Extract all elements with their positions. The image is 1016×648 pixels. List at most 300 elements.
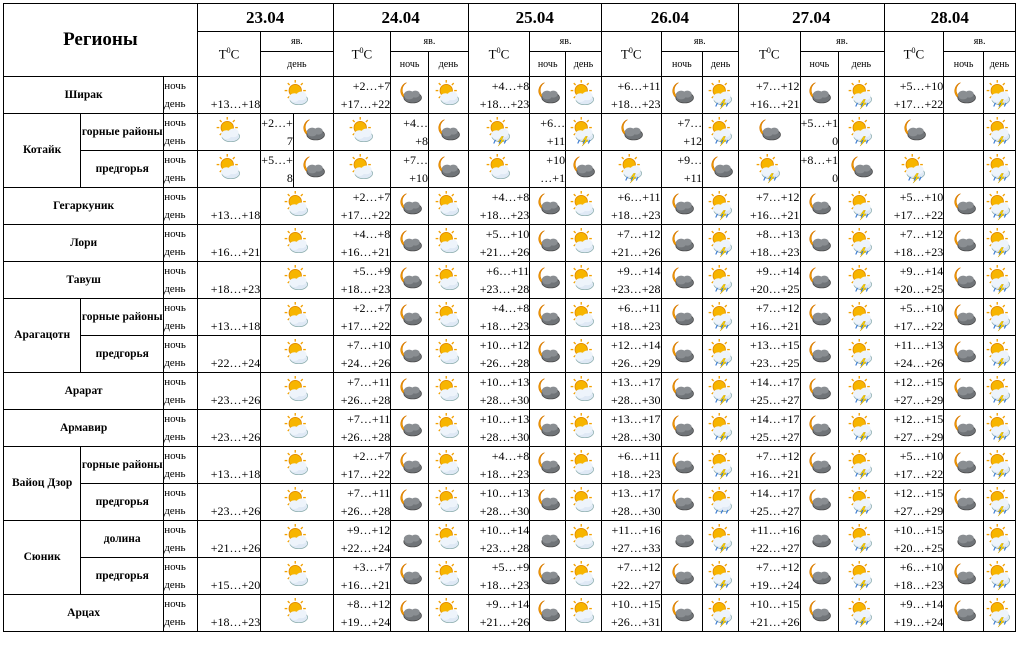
- weather-icon: [983, 595, 1015, 632]
- weather-icon: [391, 595, 429, 632]
- temperature-range: [738, 521, 800, 558]
- temp-line: +14…+17: [750, 486, 800, 500]
- weather-icon: [566, 595, 602, 632]
- storm-icon: [706, 228, 736, 258]
- moon-cloud-icon: [949, 376, 979, 406]
- weather-icon: [983, 225, 1015, 262]
- weather-icon: [429, 225, 469, 262]
- temp-line: +10…+15: [750, 597, 800, 611]
- temperature-range: [884, 225, 944, 262]
- sun-cloud-icon: [433, 598, 463, 628]
- day-header: день: [429, 52, 469, 77]
- phenomena-header: яв.: [261, 32, 333, 52]
- moon-cloud-icon: [804, 191, 834, 221]
- temperature-range: [601, 299, 661, 336]
- weather-icon: [661, 299, 703, 336]
- temp-line: +5…+9: [491, 560, 530, 574]
- night-header: ночь: [944, 52, 984, 77]
- temp-line: +21…+26: [210, 541, 261, 555]
- weather-icon: [261, 484, 333, 521]
- storm-icon: [984, 191, 1014, 221]
- temperature-range: [468, 262, 530, 299]
- moon-cloud-icon: [667, 265, 697, 295]
- weather-icon: [944, 77, 984, 114]
- temp-line: +28…+30: [479, 504, 530, 518]
- weather-icon: [703, 262, 739, 299]
- moon-cloud-icon: [667, 561, 697, 591]
- weather-icon: [703, 151, 739, 188]
- temperature-range: [333, 558, 391, 595]
- weather-icon: [530, 447, 566, 484]
- period-labels: [164, 558, 198, 595]
- subregion-name: горные районы: [81, 114, 164, 151]
- subregion-name: долина: [81, 521, 164, 558]
- weather-icon: [261, 336, 333, 373]
- temp-line: +13…+18: [210, 319, 261, 333]
- moon-cloud-icon: [667, 302, 697, 332]
- moon-cloud-icon: [899, 117, 929, 147]
- temp-line: 7: [286, 134, 293, 148]
- subregion-name: предгорья: [81, 151, 164, 188]
- temp-line: +26…+31: [611, 615, 661, 629]
- temp-line: +19…+24: [893, 615, 944, 629]
- moon-cloud-icon: [533, 228, 563, 258]
- storm-icon: [706, 598, 736, 628]
- weather-icon: [983, 336, 1015, 373]
- temperature-range: [738, 410, 800, 447]
- storm-icon: [984, 598, 1014, 628]
- temp-line: +13…+15: [750, 338, 800, 352]
- day-header: день: [703, 52, 739, 77]
- temperature-range: [944, 114, 984, 151]
- weather-icon: [261, 299, 333, 336]
- phenomena-header: яв.: [944, 32, 1016, 52]
- temp-line: +15…+20: [210, 578, 261, 592]
- weather-icon: [703, 373, 739, 410]
- weather-icon: [703, 558, 739, 595]
- weather-icon: [197, 114, 261, 151]
- sun-cloud-icon: [433, 302, 463, 332]
- moon-cloud-icon: [804, 450, 834, 480]
- weather-icon: [944, 410, 984, 447]
- moon-cloud-icon: [533, 598, 563, 628]
- moon-cloud-icon: [949, 228, 979, 258]
- temp-line: +7…+12: [617, 560, 661, 574]
- moon-cloud-icon: [949, 598, 979, 628]
- night-label: ночь: [164, 487, 186, 499]
- weather-icon: [738, 151, 800, 188]
- weather-icon: [429, 447, 469, 484]
- temp-line: +28…+30: [611, 430, 661, 444]
- storm-icon: [706, 117, 736, 147]
- storm-icon: [984, 302, 1014, 332]
- weather-icon: [261, 373, 333, 410]
- moon-cloud-icon: [533, 413, 563, 443]
- weather-icon: [839, 521, 884, 558]
- temp-line: +18…+23: [893, 245, 944, 259]
- weather-icon: [800, 410, 839, 447]
- temperature-range: [884, 558, 944, 595]
- weather-icon: [601, 114, 661, 151]
- sun-cloud-icon: [282, 339, 312, 369]
- storm-icon: [846, 413, 876, 443]
- day-label: день: [164, 505, 186, 517]
- weather-icon: [566, 262, 602, 299]
- day-label: день: [164, 320, 186, 332]
- weather-icon: [197, 151, 261, 188]
- storm-icon: [846, 191, 876, 221]
- weather-icon: [983, 410, 1015, 447]
- temp-line: +17…+22: [340, 319, 391, 333]
- moon-cloud-icon: [533, 561, 563, 591]
- storm-icon: [706, 302, 736, 332]
- temp-line: +24…+26: [893, 356, 944, 370]
- temperature-range: [261, 114, 294, 151]
- sun-cloud-icon: [282, 376, 312, 406]
- weather-icon: [530, 595, 566, 632]
- weather-icon: [944, 595, 984, 632]
- weather-icon: [944, 558, 984, 595]
- region-name: Гегаркуник: [4, 188, 164, 225]
- temperature-range: [333, 595, 391, 632]
- storm-icon: [846, 450, 876, 480]
- temp-line: +16…+21: [750, 97, 800, 111]
- temperature-range: [468, 558, 530, 595]
- temperature-range: [333, 336, 391, 373]
- weather-icon: [800, 484, 839, 521]
- period-labels: [164, 188, 198, 225]
- sun-cloud-icon: [282, 561, 312, 591]
- temp-line: +27…+29: [893, 430, 944, 444]
- date-header: 24.04: [333, 4, 468, 32]
- weather-icon: [800, 447, 839, 484]
- weather-icon: [661, 558, 703, 595]
- date-header: 26.04: [601, 4, 738, 32]
- phenomena-header: яв.: [800, 32, 884, 52]
- weather-icon: [333, 114, 391, 151]
- temp-line: +10…+13: [479, 412, 530, 426]
- region-row: [4, 225, 1016, 262]
- temperature-range: [661, 114, 703, 151]
- weather-icon: [429, 262, 469, 299]
- moon-cloud-icon: [533, 302, 563, 332]
- weather-icon: [944, 336, 984, 373]
- weather-icon: [661, 336, 703, 373]
- date-header: 25.04: [468, 4, 601, 32]
- weather-icon: [566, 410, 602, 447]
- temp-line: +4…+8: [352, 227, 391, 241]
- region-row: [4, 262, 1016, 299]
- sun-cloud-icon: [568, 265, 598, 295]
- weather-icon: [944, 262, 984, 299]
- temperature-range: [197, 447, 261, 484]
- day-label: день: [164, 579, 186, 591]
- temperature-range: [468, 373, 530, 410]
- temperature-range: [261, 151, 294, 188]
- temp-line: +27…+33: [611, 541, 661, 555]
- storm-icon: [984, 487, 1014, 517]
- region-row: [4, 114, 1016, 151]
- storm-icon: [984, 154, 1014, 184]
- sun-cloud-icon: [568, 450, 598, 480]
- temp-col-header: $T^0C$: [884, 32, 944, 77]
- temp-line: +12…+15: [893, 486, 944, 500]
- night-label: ночь: [164, 413, 186, 425]
- weather-icon: [661, 262, 703, 299]
- weather-icon: [391, 447, 429, 484]
- weather-icon: [944, 225, 984, 262]
- night-label: ночь: [164, 561, 186, 573]
- weather-icon: [566, 114, 602, 151]
- sun-cloud-icon: [282, 228, 312, 258]
- weather-icon: [944, 373, 984, 410]
- weather-icon: [530, 373, 566, 410]
- temp-line: +5…+1: [800, 116, 839, 130]
- day-label: день: [164, 431, 186, 443]
- weather-icon: [661, 77, 703, 114]
- temp-line: +12…+15: [893, 412, 944, 426]
- temp-line: +17…+22: [340, 467, 391, 481]
- weather-icon: [703, 77, 739, 114]
- storm-icon: [984, 228, 1014, 258]
- temp-line: +20…+25: [893, 541, 944, 555]
- weather-icon: [661, 410, 703, 447]
- weather-icon: [261, 262, 333, 299]
- temp-line: +11: [546, 134, 566, 148]
- sun-cloud-icon: [282, 302, 312, 332]
- temperature-range: [738, 447, 800, 484]
- moon-cloud-icon: [395, 450, 425, 480]
- temperature-range: [333, 225, 391, 262]
- storm-icon: [984, 339, 1014, 369]
- storm-icon: [846, 228, 876, 258]
- moon-cloud-icon: [395, 302, 425, 332]
- temperature-range: [601, 373, 661, 410]
- weather-icon: [839, 595, 884, 632]
- temp-col-header: $T^0C$: [197, 32, 261, 77]
- storm-icon: [984, 376, 1014, 406]
- sun-cloud-icon: [433, 339, 463, 369]
- sun-cloud-icon: [433, 228, 463, 258]
- moon-cloud-icon: [395, 487, 425, 517]
- region-row: [4, 484, 1016, 521]
- night-label: ночь: [164, 598, 186, 610]
- period-labels: [164, 299, 198, 336]
- temp-line: +2…+7: [352, 301, 391, 315]
- temp-line: +23…+25: [750, 356, 800, 370]
- weather-icon: [566, 188, 602, 225]
- cloud-icon: [949, 524, 979, 554]
- storm-icon: [984, 117, 1014, 147]
- temperature-range: [601, 521, 661, 558]
- temp-line: +5…+10: [899, 190, 944, 204]
- temp-line: +23…+26: [210, 393, 261, 407]
- moon-cloud-icon: [533, 339, 563, 369]
- temp-line: +28…+30: [611, 504, 661, 518]
- sun-cloud-icon: [568, 339, 598, 369]
- temp-line: +26…+28: [479, 356, 530, 370]
- temp-line: +4…+8: [491, 449, 530, 463]
- temp-line: +16…+21: [340, 578, 391, 592]
- temperature-range: [197, 484, 261, 521]
- weather-icon: [530, 410, 566, 447]
- temperature-range: [468, 77, 530, 114]
- region-row: [4, 336, 1016, 373]
- temperature-range: [197, 225, 261, 262]
- region-name: Лори: [4, 225, 164, 262]
- temperature-range: [800, 151, 839, 188]
- storm-icon: [706, 524, 736, 554]
- temp-line: +23…+26: [210, 430, 261, 444]
- weather-icon: [839, 336, 884, 373]
- moon-cloud-icon: [667, 228, 697, 258]
- temp-line: +10…+15: [611, 597, 661, 611]
- storm-icon: [706, 80, 736, 110]
- temp-line: +13…+18: [210, 97, 261, 111]
- sun-cloud-icon: [433, 487, 463, 517]
- temp-line: +6…+11: [486, 264, 530, 278]
- weather-icon: [468, 114, 530, 151]
- storm-icon: [706, 561, 736, 591]
- night-label: ночь: [164, 376, 186, 388]
- moon-cloud-icon: [949, 265, 979, 295]
- temp-line: +8…+13: [756, 227, 800, 241]
- weather-icon: [839, 77, 884, 114]
- region-row: [4, 77, 1016, 114]
- sun-cloud-icon: [568, 376, 598, 406]
- temp-line: +19…+24: [340, 615, 391, 629]
- temp-line: +2…+7: [352, 449, 391, 463]
- night-label: ночь: [164, 117, 186, 129]
- weather-icon: [703, 188, 739, 225]
- day-label: день: [164, 98, 186, 110]
- weather-icon: [429, 188, 469, 225]
- temp-line: +20…+25: [893, 282, 944, 296]
- temp-line: 0: [832, 171, 839, 185]
- weather-icon: [839, 373, 884, 410]
- temp-line: +7…: [677, 116, 703, 130]
- temp-line: +24…+26: [340, 356, 391, 370]
- weather-icon: [661, 447, 703, 484]
- weather-icon: [983, 77, 1015, 114]
- temperature-range: [197, 262, 261, 299]
- temperature-range: [738, 188, 800, 225]
- moon-cloud-icon: [667, 413, 697, 443]
- temperature-range: [197, 521, 261, 558]
- temperature-range: [601, 188, 661, 225]
- temp-line: +17…+22: [893, 319, 944, 333]
- moon-cloud-icon: [804, 302, 834, 332]
- weather-icon: [944, 521, 984, 558]
- moon-cloud-icon: [949, 191, 979, 221]
- moon-cloud-icon: [804, 376, 834, 406]
- temperature-range: [530, 151, 566, 188]
- temp-line: +9…+14: [899, 264, 944, 278]
- temp-line: +21…+26: [750, 615, 800, 629]
- moon-cloud-icon: [949, 339, 979, 369]
- temp-line: +20…+25: [750, 282, 800, 296]
- temp-line: +6…: [540, 116, 566, 130]
- sun-cloud-icon: [433, 561, 463, 591]
- storm-icon: [706, 339, 736, 369]
- night-header: ночь: [391, 52, 429, 77]
- weather-icon: [661, 521, 703, 558]
- temp-line: +12…+15: [893, 375, 944, 389]
- region-row: [4, 595, 1016, 632]
- weather-icon: [429, 77, 469, 114]
- moon-cloud-icon: [804, 413, 834, 443]
- temp-line: +13…+17: [611, 486, 661, 500]
- weather-icon: [391, 484, 429, 521]
- temperature-range: [884, 447, 944, 484]
- sun-cloud-icon: [433, 80, 463, 110]
- temp-line: +8…+12: [346, 597, 391, 611]
- storm-icon: [846, 339, 876, 369]
- weather-icon: [983, 151, 1015, 188]
- temp-line: +6…+10: [899, 560, 944, 574]
- storm-icon: [846, 117, 876, 147]
- moon-cloud-icon: [533, 376, 563, 406]
- weather-icon: [391, 373, 429, 410]
- storm-icon: [984, 80, 1014, 110]
- night-label: ночь: [164, 450, 186, 462]
- temperature-range: [944, 151, 984, 188]
- sun-cloud-icon: [282, 524, 312, 554]
- region-row: [4, 188, 1016, 225]
- temp-line: +22…+27: [750, 541, 800, 555]
- weather-icon: [261, 447, 333, 484]
- weather-icon: [293, 114, 333, 151]
- storm-icon: [846, 80, 876, 110]
- temp-line: +9…+14: [899, 597, 944, 611]
- weather-icon: [703, 447, 739, 484]
- storm-icon: [984, 265, 1014, 295]
- moon-cloud-icon: [667, 598, 697, 628]
- moon-cloud-icon: [667, 450, 697, 480]
- temp-line: +16…+21: [750, 319, 800, 333]
- temperature-range: [468, 225, 530, 262]
- sun-cloud-icon: [484, 154, 514, 184]
- night-label: ночь: [164, 524, 186, 536]
- weather-icon: [944, 484, 984, 521]
- weather-icon: [429, 595, 469, 632]
- temperature-range: [333, 77, 391, 114]
- moon-cloud-icon: [395, 228, 425, 258]
- weather-icon: [566, 151, 602, 188]
- weather-icon: [983, 299, 1015, 336]
- temp-line: +9…+14: [617, 264, 661, 278]
- temp-line: +10…+13: [479, 486, 530, 500]
- temperature-range: [738, 336, 800, 373]
- temp-line: [944, 114, 983, 132]
- sun-cloud-icon: [568, 413, 598, 443]
- moon-cloud-icon: [804, 80, 834, 110]
- temperature-range: [197, 77, 261, 114]
- temp-line: +23…+28: [611, 282, 661, 296]
- storm-icon: [706, 450, 736, 480]
- temperature-range: [468, 188, 530, 225]
- temperature-range: [601, 77, 661, 114]
- temp-line: +7…+11: [347, 375, 391, 389]
- date-header: 27.04: [738, 4, 884, 32]
- weather-icon: [429, 114, 469, 151]
- cloud-icon: [804, 524, 834, 554]
- weather-icon: [530, 558, 566, 595]
- moon-cloud-icon: [395, 80, 425, 110]
- weather-icon: [839, 225, 884, 262]
- moon-cloud-icon: [395, 598, 425, 628]
- moon-cloud-icon: [804, 228, 834, 258]
